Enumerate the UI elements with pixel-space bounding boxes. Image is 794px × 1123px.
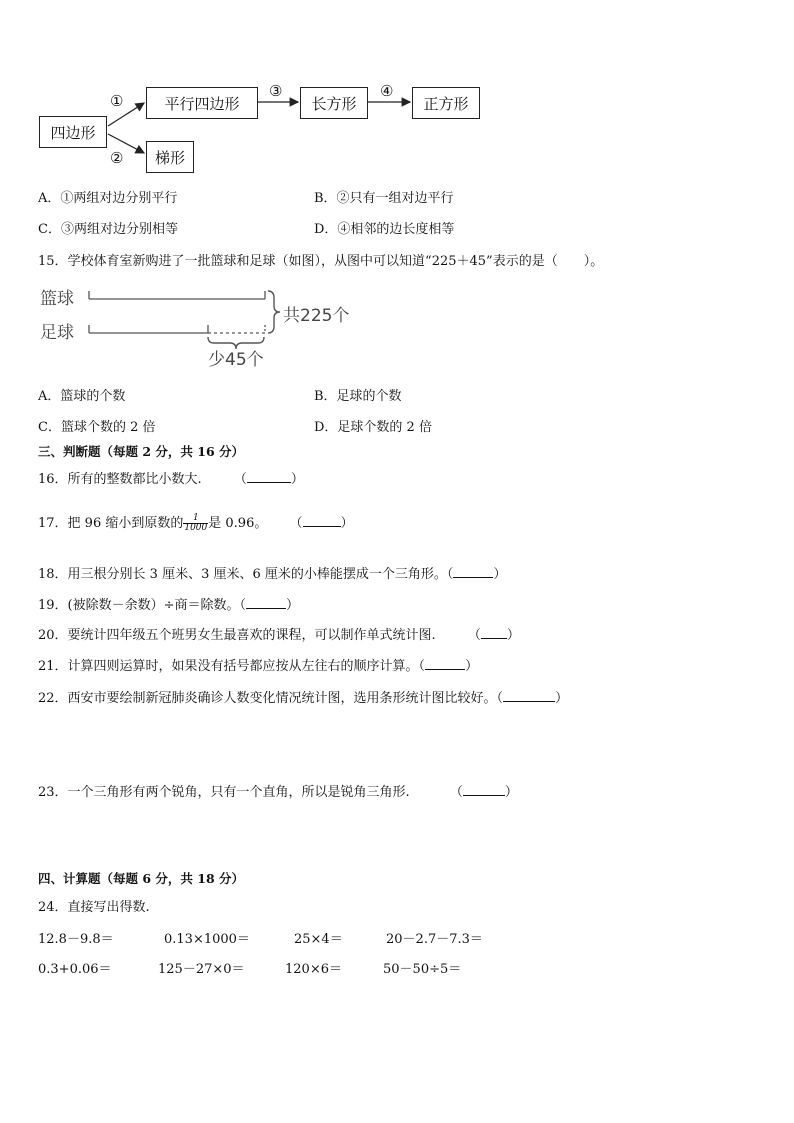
paren-open: （ <box>289 516 303 531</box>
answer-blank <box>463 783 505 796</box>
q17-answer[interactable] <box>289 516 353 531</box>
paren-open: （ <box>467 628 481 643</box>
marker-1: ① <box>110 92 124 110</box>
paren-open: （ <box>496 691 504 706</box>
paren-close: ） <box>290 472 304 487</box>
marker-2: ② <box>110 149 124 167</box>
paren-close: ） <box>493 567 507 582</box>
calc-2-2: 125－27×0＝ <box>158 962 245 977</box>
q21-answer[interactable] <box>419 659 479 674</box>
section-4-heading: 四、计算题（每题 6 分，共 18 分） <box>38 871 245 886</box>
q19-answer[interactable] <box>240 598 300 613</box>
q21 <box>38 655 478 674</box>
parallelogram-box: 平行四边形 <box>146 87 258 119</box>
paren-close: ） <box>465 659 479 674</box>
paren-open: （ <box>449 785 463 800</box>
q16-text: 16．所有的整数都比小数大. <box>38 472 202 487</box>
football-label: 足球 <box>40 323 74 343</box>
calc-2-1: 0.3+0.06＝ <box>38 962 112 977</box>
answer-blank <box>503 689 555 702</box>
answer-blank <box>425 657 465 670</box>
calc-1-1: 12.8－9.8＝ <box>38 932 114 947</box>
q17 <box>38 512 354 533</box>
q23-text: 23．一个三角形有两个锐角，只有一个直角，所以是锐角三角形. <box>38 785 410 800</box>
q15-option-a: A．篮球的个数 <box>38 389 126 404</box>
answer-blank <box>246 596 286 609</box>
q23 <box>38 781 518 800</box>
q22-text: 22．西安市要绘制新冠肺炎确诊人数变化情况统计图，选用条形统计图比较好。 <box>38 691 497 706</box>
total-label: 共225个 <box>283 306 350 326</box>
rectangle-box: 长方形 <box>300 87 368 119</box>
q18-answer[interactable] <box>447 567 507 582</box>
q15-segments <box>0 0 794 380</box>
q15-option-c: C．篮球个数的 2 倍 <box>38 420 156 435</box>
q14-option-a: A．①两组对边分别平行 <box>38 191 178 206</box>
quadrilateral-box: 四边形 <box>39 116 107 148</box>
less-label: 少45个 <box>208 350 264 370</box>
q22-answer[interactable] <box>497 691 569 706</box>
q17-text-post: 是 0.96。 <box>208 516 268 531</box>
calc-2-4: 50－50÷5＝ <box>383 962 462 977</box>
calc-1-2: 0.13×1000＝ <box>164 932 250 947</box>
q22 <box>38 687 568 706</box>
q14-option-b: B．②只有一组对边平行 <box>314 191 454 206</box>
answer-blank <box>247 470 291 483</box>
paren-close: ） <box>286 598 300 613</box>
marker-3: ③ <box>269 82 283 100</box>
q16 <box>38 468 304 487</box>
fraction-denominator: 1000 <box>184 523 208 533</box>
q15-question: 15．学校体育室新购进了一批篮球和足球（如图），从图中可以知道“225＋45”表示的是（ ）。 <box>38 254 604 269</box>
q15-option-d: D．足球个数的 2 倍 <box>314 420 432 435</box>
paren-open: （ <box>233 472 247 487</box>
calc-1-3: 25×4＝ <box>294 932 343 947</box>
q20-text: 20．要统计四年级五个班男女生最喜欢的课程，可以制作单式统计图. <box>38 628 436 643</box>
q14-option-c: C．③两组对边分别相等 <box>38 222 178 237</box>
q24-question: 24．直接写出得数. <box>38 900 150 915</box>
q23-answer[interactable] <box>450 785 518 800</box>
answer-blank <box>303 514 341 527</box>
q18-text: 18．用三根分别长 3 厘米、3 厘米、6 厘米的小棒能摆成一个三角形。 <box>38 567 447 582</box>
fraction-numerator: 1 <box>183 514 208 524</box>
paren-close: ） <box>506 628 520 643</box>
calc-2-3: 120×6＝ <box>285 962 342 977</box>
paren-close: ） <box>555 691 569 706</box>
q16-answer[interactable] <box>234 472 304 487</box>
q20-answer[interactable] <box>468 628 520 643</box>
paren-open: （ <box>239 598 247 613</box>
q20 <box>38 624 520 643</box>
paren-open: （ <box>446 567 454 582</box>
square-box: 正方形 <box>412 87 480 119</box>
basketball-label: 篮球 <box>40 289 74 309</box>
trapezoid-box: 梯形 <box>146 141 194 173</box>
q15-option-b: B．足球的个数 <box>314 389 402 404</box>
calc-1-4: 20－2.7－7.3＝ <box>386 932 483 947</box>
paren-open: （ <box>418 659 426 674</box>
answer-blank <box>453 565 493 578</box>
q17-fraction <box>183 514 208 533</box>
q17-text-pre: 17．把 96 缩小到原数的 <box>38 516 184 531</box>
marker-4: ④ <box>380 82 394 100</box>
section-3-heading: 三、判断题（每题 2 分，共 16 分） <box>38 444 245 459</box>
answer-blank <box>481 626 507 639</box>
paren-close: ） <box>340 516 354 531</box>
q19-text: 19．(被除数－余数）÷商＝除数。 <box>38 598 240 613</box>
q19 <box>38 594 299 613</box>
q21-text: 21．计算四则运算时，如果没有括号都应按从左往右的顺序计算。 <box>38 659 419 674</box>
q18 <box>38 563 506 582</box>
q14-option-d: D．④相邻的边长度相等 <box>314 222 455 237</box>
paren-close: ） <box>504 785 518 800</box>
